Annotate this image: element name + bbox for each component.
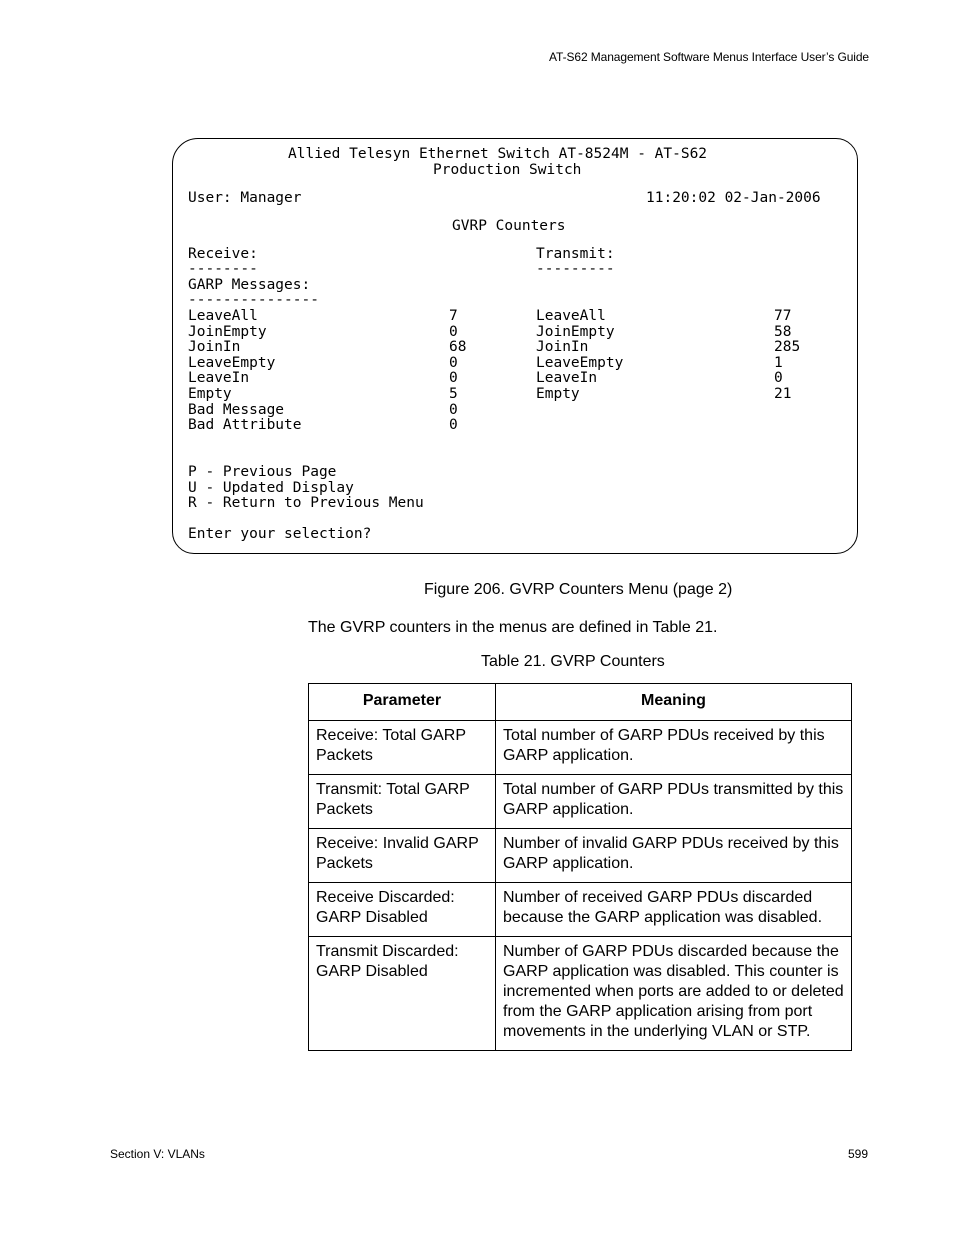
- transmit-value: 58: [774, 324, 792, 340]
- receive-label: JoinIn: [188, 339, 241, 355]
- screen-user: User: Manager: [188, 190, 302, 206]
- transmit-label: Empty: [536, 386, 580, 402]
- menu-option-return[interactable]: R - Return to Previous Menu: [188, 495, 424, 511]
- receive-value: 5: [449, 386, 458, 402]
- receive-label: LeaveAll: [188, 308, 258, 324]
- meaning-cell: Total number of GARP PDUs transmitted by this GARP application.: [496, 775, 852, 829]
- menu-option-previous-page[interactable]: P - Previous Page: [188, 464, 337, 480]
- meaning-cell: Number of received GARP PDUs discarded because the GARP application was disabled.: [496, 883, 852, 937]
- screen-title-line1: Allied Telesyn Ethernet Switch AT-8524M - AT-S62: [288, 146, 708, 162]
- parameter-cell: Transmit Discarded: GARP Disabled: [309, 937, 496, 1051]
- transmit-value: 77: [774, 308, 792, 324]
- receive-underline: --------: [188, 261, 258, 277]
- receive-value: 0: [449, 402, 458, 418]
- selection-prompt[interactable]: Enter your selection?: [188, 526, 372, 542]
- table-header-row: [309, 684, 852, 721]
- table-row: [309, 883, 852, 937]
- receive-label: LeaveEmpty: [188, 355, 276, 371]
- column-header-meaning: Meaning: [496, 684, 852, 721]
- transmit-label: LeaveIn: [536, 370, 598, 386]
- meaning-cell: Total number of GARP PDUs received by this GARP application.: [496, 721, 852, 775]
- table-caption: Table 21. GVRP Counters: [481, 653, 665, 670]
- screen-title-line2: Production Switch: [433, 162, 582, 178]
- receive-heading: Receive:: [188, 246, 258, 262]
- receive-value: 68: [449, 339, 467, 355]
- table-row: [309, 829, 852, 883]
- transmit-label: LeaveEmpty: [536, 355, 624, 371]
- parameter-cell: Transmit: Total GARP Packets: [309, 775, 496, 829]
- transmit-value: 1: [774, 355, 783, 371]
- intro-text: The GVRP counters in the menus are defined in Table 21.: [308, 619, 718, 636]
- receive-value: 0: [449, 370, 458, 386]
- meaning-cell: Number of invalid GARP PDUs received by this GARP application.: [496, 829, 852, 883]
- receive-label: Empty: [188, 386, 232, 402]
- screen-datetime: 11:20:02 02-Jan-2006: [646, 190, 821, 206]
- garp-underline: ---------------: [188, 292, 319, 308]
- transmit-value: 0: [774, 370, 783, 386]
- running-head: AT-S62 Management Software Menus Interface User’s Guide: [549, 50, 869, 64]
- parameter-cell: Receive: Total GARP Packets: [309, 721, 496, 775]
- transmit-label: LeaveAll: [536, 308, 606, 324]
- gvrp-counters-table: [308, 683, 852, 1051]
- table-row: [309, 721, 852, 775]
- transmit-value: 285: [774, 339, 801, 355]
- receive-label: JoinEmpty: [188, 324, 267, 340]
- transmit-label: JoinEmpty: [536, 324, 615, 340]
- page-number: 599: [847, 1147, 868, 1161]
- receive-value: 0: [449, 417, 458, 433]
- receive-label: Bad Attribute: [188, 417, 302, 433]
- receive-label: LeaveIn: [188, 370, 250, 386]
- transmit-underline: ---------: [536, 261, 615, 277]
- garp-heading: GARP Messages:: [188, 277, 311, 293]
- figure-caption: Figure 206. GVRP Counters Menu (page 2): [424, 581, 733, 598]
- receive-value: 7: [449, 308, 458, 324]
- receive-value: 0: [449, 324, 458, 340]
- table-row: [309, 937, 852, 1051]
- receive-value: 0: [449, 355, 458, 371]
- transmit-label: JoinIn: [536, 339, 589, 355]
- table-row: [309, 775, 852, 829]
- parameter-cell: Receive: Invalid GARP Packets: [309, 829, 496, 883]
- screen-menu-title: GVRP Counters: [452, 218, 566, 234]
- column-header-parameter: Parameter: [309, 684, 496, 721]
- menu-option-updated-display[interactable]: U - Updated Display: [188, 480, 354, 496]
- receive-label: Bad Message: [188, 402, 285, 418]
- transmit-heading: Transmit:: [536, 246, 615, 262]
- meaning-cell: Number of GARP PDUs discarded because the GARP application was disabled. This counter is incremented when ports are added to or deleted from the GARP application arising from port movements in the underlying VLAN or STP.: [496, 937, 852, 1051]
- parameter-cell: Receive Discarded: GARP Disabled: [309, 883, 496, 937]
- footer-section: Section V: VLANs: [110, 1147, 205, 1161]
- transmit-value: 21: [774, 386, 792, 402]
